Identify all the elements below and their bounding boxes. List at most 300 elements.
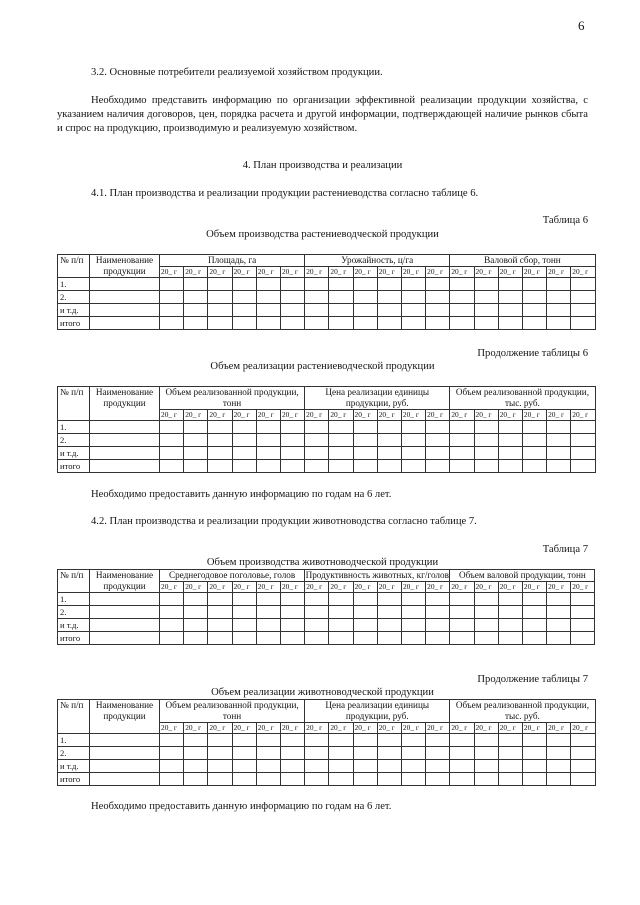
value-cell[interactable] [184,447,208,460]
value-cell[interactable] [498,460,522,473]
value-cell[interactable] [329,734,353,747]
value-cell[interactable] [401,593,425,606]
value-cell[interactable] [377,278,401,291]
product-name-cell[interactable] [90,760,160,773]
value-cell[interactable] [571,606,595,619]
value-cell[interactable] [401,291,425,304]
value-cell[interactable] [377,421,401,434]
value-cell[interactable] [498,773,522,786]
value-cell[interactable] [305,619,329,632]
value-cell[interactable] [280,278,304,291]
value-cell[interactable] [401,632,425,645]
value-cell[interactable] [474,734,498,747]
value-cell[interactable] [571,773,595,786]
value-cell[interactable] [208,291,232,304]
value-cell[interactable] [184,606,208,619]
value-cell[interactable] [377,773,401,786]
value-cell[interactable] [256,619,280,632]
value-cell[interactable] [208,421,232,434]
value-cell[interactable] [522,278,546,291]
value-cell[interactable] [474,747,498,760]
value-cell[interactable] [571,734,595,747]
value-cell[interactable] [522,773,546,786]
value-cell[interactable] [450,760,474,773]
value-cell[interactable] [426,632,450,645]
value-cell[interactable] [426,317,450,330]
value-cell[interactable] [522,460,546,473]
product-name-cell[interactable] [90,434,160,447]
value-cell[interactable] [280,606,304,619]
value-cell[interactable] [547,304,571,317]
value-cell[interactable] [450,619,474,632]
value-cell[interactable] [426,619,450,632]
value-cell[interactable] [377,593,401,606]
value-cell[interactable] [280,304,304,317]
product-name-cell[interactable] [90,773,160,786]
value-cell[interactable] [426,278,450,291]
value-cell[interactable] [401,760,425,773]
value-cell[interactable] [377,291,401,304]
value-cell[interactable] [256,278,280,291]
value-cell[interactable] [450,460,474,473]
value-cell[interactable] [547,606,571,619]
value-cell[interactable] [426,747,450,760]
value-cell[interactable] [571,434,595,447]
product-name-cell[interactable] [90,606,160,619]
value-cell[interactable] [329,317,353,330]
value-cell[interactable] [522,434,546,447]
value-cell[interactable] [474,460,498,473]
value-cell[interactable] [232,760,256,773]
value-cell[interactable] [184,760,208,773]
value-cell[interactable] [450,632,474,645]
value-cell[interactable] [401,434,425,447]
value-cell[interactable] [256,760,280,773]
value-cell[interactable] [450,773,474,786]
value-cell[interactable] [474,278,498,291]
product-name-cell[interactable] [90,747,160,760]
value-cell[interactable] [184,291,208,304]
value-cell[interactable] [498,278,522,291]
value-cell[interactable] [522,421,546,434]
value-cell[interactable] [522,291,546,304]
value-cell[interactable] [571,291,595,304]
value-cell[interactable] [208,606,232,619]
value-cell[interactable] [498,760,522,773]
value-cell[interactable] [498,291,522,304]
value-cell[interactable] [160,447,184,460]
value-cell[interactable] [547,760,571,773]
value-cell[interactable] [305,632,329,645]
value-cell[interactable] [426,734,450,747]
value-cell[interactable] [474,291,498,304]
value-cell[interactable] [353,291,377,304]
value-cell[interactable] [474,304,498,317]
value-cell[interactable] [547,278,571,291]
value-cell[interactable] [329,606,353,619]
value-cell[interactable] [426,434,450,447]
value-cell[interactable] [208,619,232,632]
product-name-cell[interactable] [90,460,160,473]
value-cell[interactable] [401,606,425,619]
value-cell[interactable] [256,773,280,786]
value-cell[interactable] [474,760,498,773]
value-cell[interactable] [474,773,498,786]
value-cell[interactable] [547,421,571,434]
value-cell[interactable] [377,632,401,645]
value-cell[interactable] [160,460,184,473]
value-cell[interactable] [232,593,256,606]
value-cell[interactable] [426,606,450,619]
product-name-cell[interactable] [90,317,160,330]
value-cell[interactable] [305,773,329,786]
value-cell[interactable] [522,632,546,645]
value-cell[interactable] [377,447,401,460]
value-cell[interactable] [160,773,184,786]
value-cell[interactable] [184,619,208,632]
value-cell[interactable] [256,606,280,619]
value-cell[interactable] [547,460,571,473]
value-cell[interactable] [160,632,184,645]
value-cell[interactable] [232,606,256,619]
value-cell[interactable] [305,593,329,606]
value-cell[interactable] [160,734,184,747]
value-cell[interactable] [329,421,353,434]
value-cell[interactable] [450,606,474,619]
value-cell[interactable] [547,317,571,330]
value-cell[interactable] [160,619,184,632]
value-cell[interactable] [353,619,377,632]
product-name-cell[interactable] [90,593,160,606]
value-cell[interactable] [329,434,353,447]
value-cell[interactable] [401,773,425,786]
value-cell[interactable] [571,760,595,773]
value-cell[interactable] [160,434,184,447]
value-cell[interactable] [329,304,353,317]
value-cell[interactable] [571,421,595,434]
value-cell[interactable] [353,447,377,460]
value-cell[interactable] [426,593,450,606]
value-cell[interactable] [498,747,522,760]
value-cell[interactable] [184,632,208,645]
value-cell[interactable] [329,747,353,760]
value-cell[interactable] [305,304,329,317]
value-cell[interactable] [208,593,232,606]
value-cell[interactable] [450,304,474,317]
value-cell[interactable] [353,760,377,773]
value-cell[interactable] [571,317,595,330]
value-cell[interactable] [305,447,329,460]
value-cell[interactable] [522,606,546,619]
value-cell[interactable] [474,632,498,645]
value-cell[interactable] [377,317,401,330]
value-cell[interactable] [256,734,280,747]
value-cell[interactable] [353,421,377,434]
value-cell[interactable] [498,317,522,330]
value-cell[interactable] [208,278,232,291]
value-cell[interactable] [547,632,571,645]
value-cell[interactable] [208,773,232,786]
value-cell[interactable] [547,747,571,760]
value-cell[interactable] [160,760,184,773]
value-cell[interactable] [426,304,450,317]
value-cell[interactable] [305,421,329,434]
value-cell[interactable] [329,278,353,291]
value-cell[interactable] [571,747,595,760]
value-cell[interactable] [377,460,401,473]
value-cell[interactable] [160,278,184,291]
value-cell[interactable] [305,291,329,304]
value-cell[interactable] [450,317,474,330]
value-cell[interactable] [401,460,425,473]
value-cell[interactable] [256,291,280,304]
value-cell[interactable] [474,317,498,330]
value-cell[interactable] [353,460,377,473]
value-cell[interactable] [232,278,256,291]
value-cell[interactable] [522,304,546,317]
value-cell[interactable] [377,434,401,447]
value-cell[interactable] [426,291,450,304]
value-cell[interactable] [184,460,208,473]
value-cell[interactable] [232,773,256,786]
value-cell[interactable] [498,421,522,434]
value-cell[interactable] [571,632,595,645]
value-cell[interactable] [329,773,353,786]
value-cell[interactable] [305,317,329,330]
value-cell[interactable] [571,447,595,460]
value-cell[interactable] [160,291,184,304]
value-cell[interactable] [571,304,595,317]
value-cell[interactable] [208,304,232,317]
value-cell[interactable] [450,421,474,434]
value-cell[interactable] [498,606,522,619]
value-cell[interactable] [280,619,304,632]
value-cell[interactable] [353,606,377,619]
value-cell[interactable] [305,747,329,760]
value-cell[interactable] [160,317,184,330]
value-cell[interactable] [522,593,546,606]
value-cell[interactable] [305,278,329,291]
value-cell[interactable] [232,304,256,317]
value-cell[interactable] [522,760,546,773]
product-name-cell[interactable] [90,632,160,645]
value-cell[interactable] [353,304,377,317]
value-cell[interactable] [450,434,474,447]
value-cell[interactable] [426,460,450,473]
value-cell[interactable] [305,460,329,473]
value-cell[interactable] [184,278,208,291]
value-cell[interactable] [329,619,353,632]
value-cell[interactable] [329,593,353,606]
value-cell[interactable] [353,747,377,760]
value-cell[interactable] [474,606,498,619]
value-cell[interactable] [208,447,232,460]
value-cell[interactable] [522,747,546,760]
value-cell[interactable] [498,632,522,645]
value-cell[interactable] [184,734,208,747]
value-cell[interactable] [498,304,522,317]
product-name-cell[interactable] [90,421,160,434]
value-cell[interactable] [474,434,498,447]
value-cell[interactable] [305,606,329,619]
value-cell[interactable] [256,421,280,434]
value-cell[interactable] [401,447,425,460]
product-name-cell[interactable] [90,304,160,317]
value-cell[interactable] [184,317,208,330]
value-cell[interactable] [377,304,401,317]
value-cell[interactable] [329,460,353,473]
value-cell[interactable] [232,434,256,447]
value-cell[interactable] [547,773,571,786]
value-cell[interactable] [305,734,329,747]
value-cell[interactable] [256,747,280,760]
value-cell[interactable] [256,434,280,447]
product-name-cell[interactable] [90,447,160,460]
value-cell[interactable] [426,421,450,434]
value-cell[interactable] [547,447,571,460]
value-cell[interactable] [522,734,546,747]
value-cell[interactable] [498,619,522,632]
value-cell[interactable] [280,447,304,460]
value-cell[interactable] [498,734,522,747]
value-cell[interactable] [401,278,425,291]
value-cell[interactable] [184,773,208,786]
value-cell[interactable] [232,317,256,330]
value-cell[interactable] [450,291,474,304]
value-cell[interactable] [353,734,377,747]
value-cell[interactable] [232,734,256,747]
value-cell[interactable] [232,632,256,645]
value-cell[interactable] [160,606,184,619]
value-cell[interactable] [184,421,208,434]
value-cell[interactable] [280,773,304,786]
value-cell[interactable] [280,734,304,747]
value-cell[interactable] [232,460,256,473]
value-cell[interactable] [160,747,184,760]
value-cell[interactable] [474,619,498,632]
value-cell[interactable] [474,593,498,606]
value-cell[interactable] [232,447,256,460]
value-cell[interactable] [498,434,522,447]
value-cell[interactable] [256,593,280,606]
value-cell[interactable] [522,447,546,460]
value-cell[interactable] [401,619,425,632]
value-cell[interactable] [522,619,546,632]
value-cell[interactable] [280,291,304,304]
value-cell[interactable] [184,434,208,447]
value-cell[interactable] [160,593,184,606]
product-name-cell[interactable] [90,619,160,632]
value-cell[interactable] [547,593,571,606]
value-cell[interactable] [208,317,232,330]
value-cell[interactable] [401,421,425,434]
value-cell[interactable] [450,734,474,747]
value-cell[interactable] [280,460,304,473]
value-cell[interactable] [160,421,184,434]
value-cell[interactable] [232,421,256,434]
value-cell[interactable] [450,747,474,760]
value-cell[interactable] [256,632,280,645]
value-cell[interactable] [280,593,304,606]
value-cell[interactable] [256,317,280,330]
value-cell[interactable] [280,434,304,447]
value-cell[interactable] [280,421,304,434]
value-cell[interactable] [280,747,304,760]
value-cell[interactable] [305,434,329,447]
value-cell[interactable] [547,291,571,304]
value-cell[interactable] [329,291,353,304]
value-cell[interactable] [305,760,329,773]
value-cell[interactable] [401,734,425,747]
value-cell[interactable] [401,304,425,317]
product-name-cell[interactable] [90,278,160,291]
value-cell[interactable] [353,632,377,645]
value-cell[interactable] [353,434,377,447]
value-cell[interactable] [208,434,232,447]
value-cell[interactable] [377,606,401,619]
value-cell[interactable] [571,278,595,291]
value-cell[interactable] [377,760,401,773]
value-cell[interactable] [450,447,474,460]
value-cell[interactable] [377,619,401,632]
value-cell[interactable] [353,773,377,786]
value-cell[interactable] [571,619,595,632]
value-cell[interactable] [401,317,425,330]
value-cell[interactable] [232,619,256,632]
value-cell[interactable] [377,734,401,747]
value-cell[interactable] [208,734,232,747]
value-cell[interactable] [571,593,595,606]
value-cell[interactable] [353,593,377,606]
value-cell[interactable] [232,291,256,304]
value-cell[interactable] [353,278,377,291]
value-cell[interactable] [329,447,353,460]
value-cell[interactable] [353,317,377,330]
value-cell[interactable] [401,747,425,760]
value-cell[interactable] [232,747,256,760]
value-cell[interactable] [256,447,280,460]
value-cell[interactable] [547,734,571,747]
value-cell[interactable] [426,760,450,773]
value-cell[interactable] [450,278,474,291]
product-name-cell[interactable] [90,291,160,304]
value-cell[interactable] [184,593,208,606]
value-cell[interactable] [426,447,450,460]
product-name-cell[interactable] [90,734,160,747]
value-cell[interactable] [208,760,232,773]
value-cell[interactable] [571,460,595,473]
value-cell[interactable] [377,747,401,760]
value-cell[interactable] [547,434,571,447]
value-cell[interactable] [522,317,546,330]
value-cell[interactable] [256,460,280,473]
value-cell[interactable] [280,760,304,773]
value-cell[interactable] [426,773,450,786]
value-cell[interactable] [208,460,232,473]
value-cell[interactable] [474,447,498,460]
value-cell[interactable] [280,632,304,645]
value-cell[interactable] [498,447,522,460]
value-cell[interactable] [208,747,232,760]
value-cell[interactable] [184,304,208,317]
value-cell[interactable] [329,760,353,773]
value-cell[interactable] [329,632,353,645]
value-cell[interactable] [208,632,232,645]
value-cell[interactable] [474,421,498,434]
value-cell[interactable] [184,747,208,760]
value-cell[interactable] [160,304,184,317]
value-cell[interactable] [498,593,522,606]
